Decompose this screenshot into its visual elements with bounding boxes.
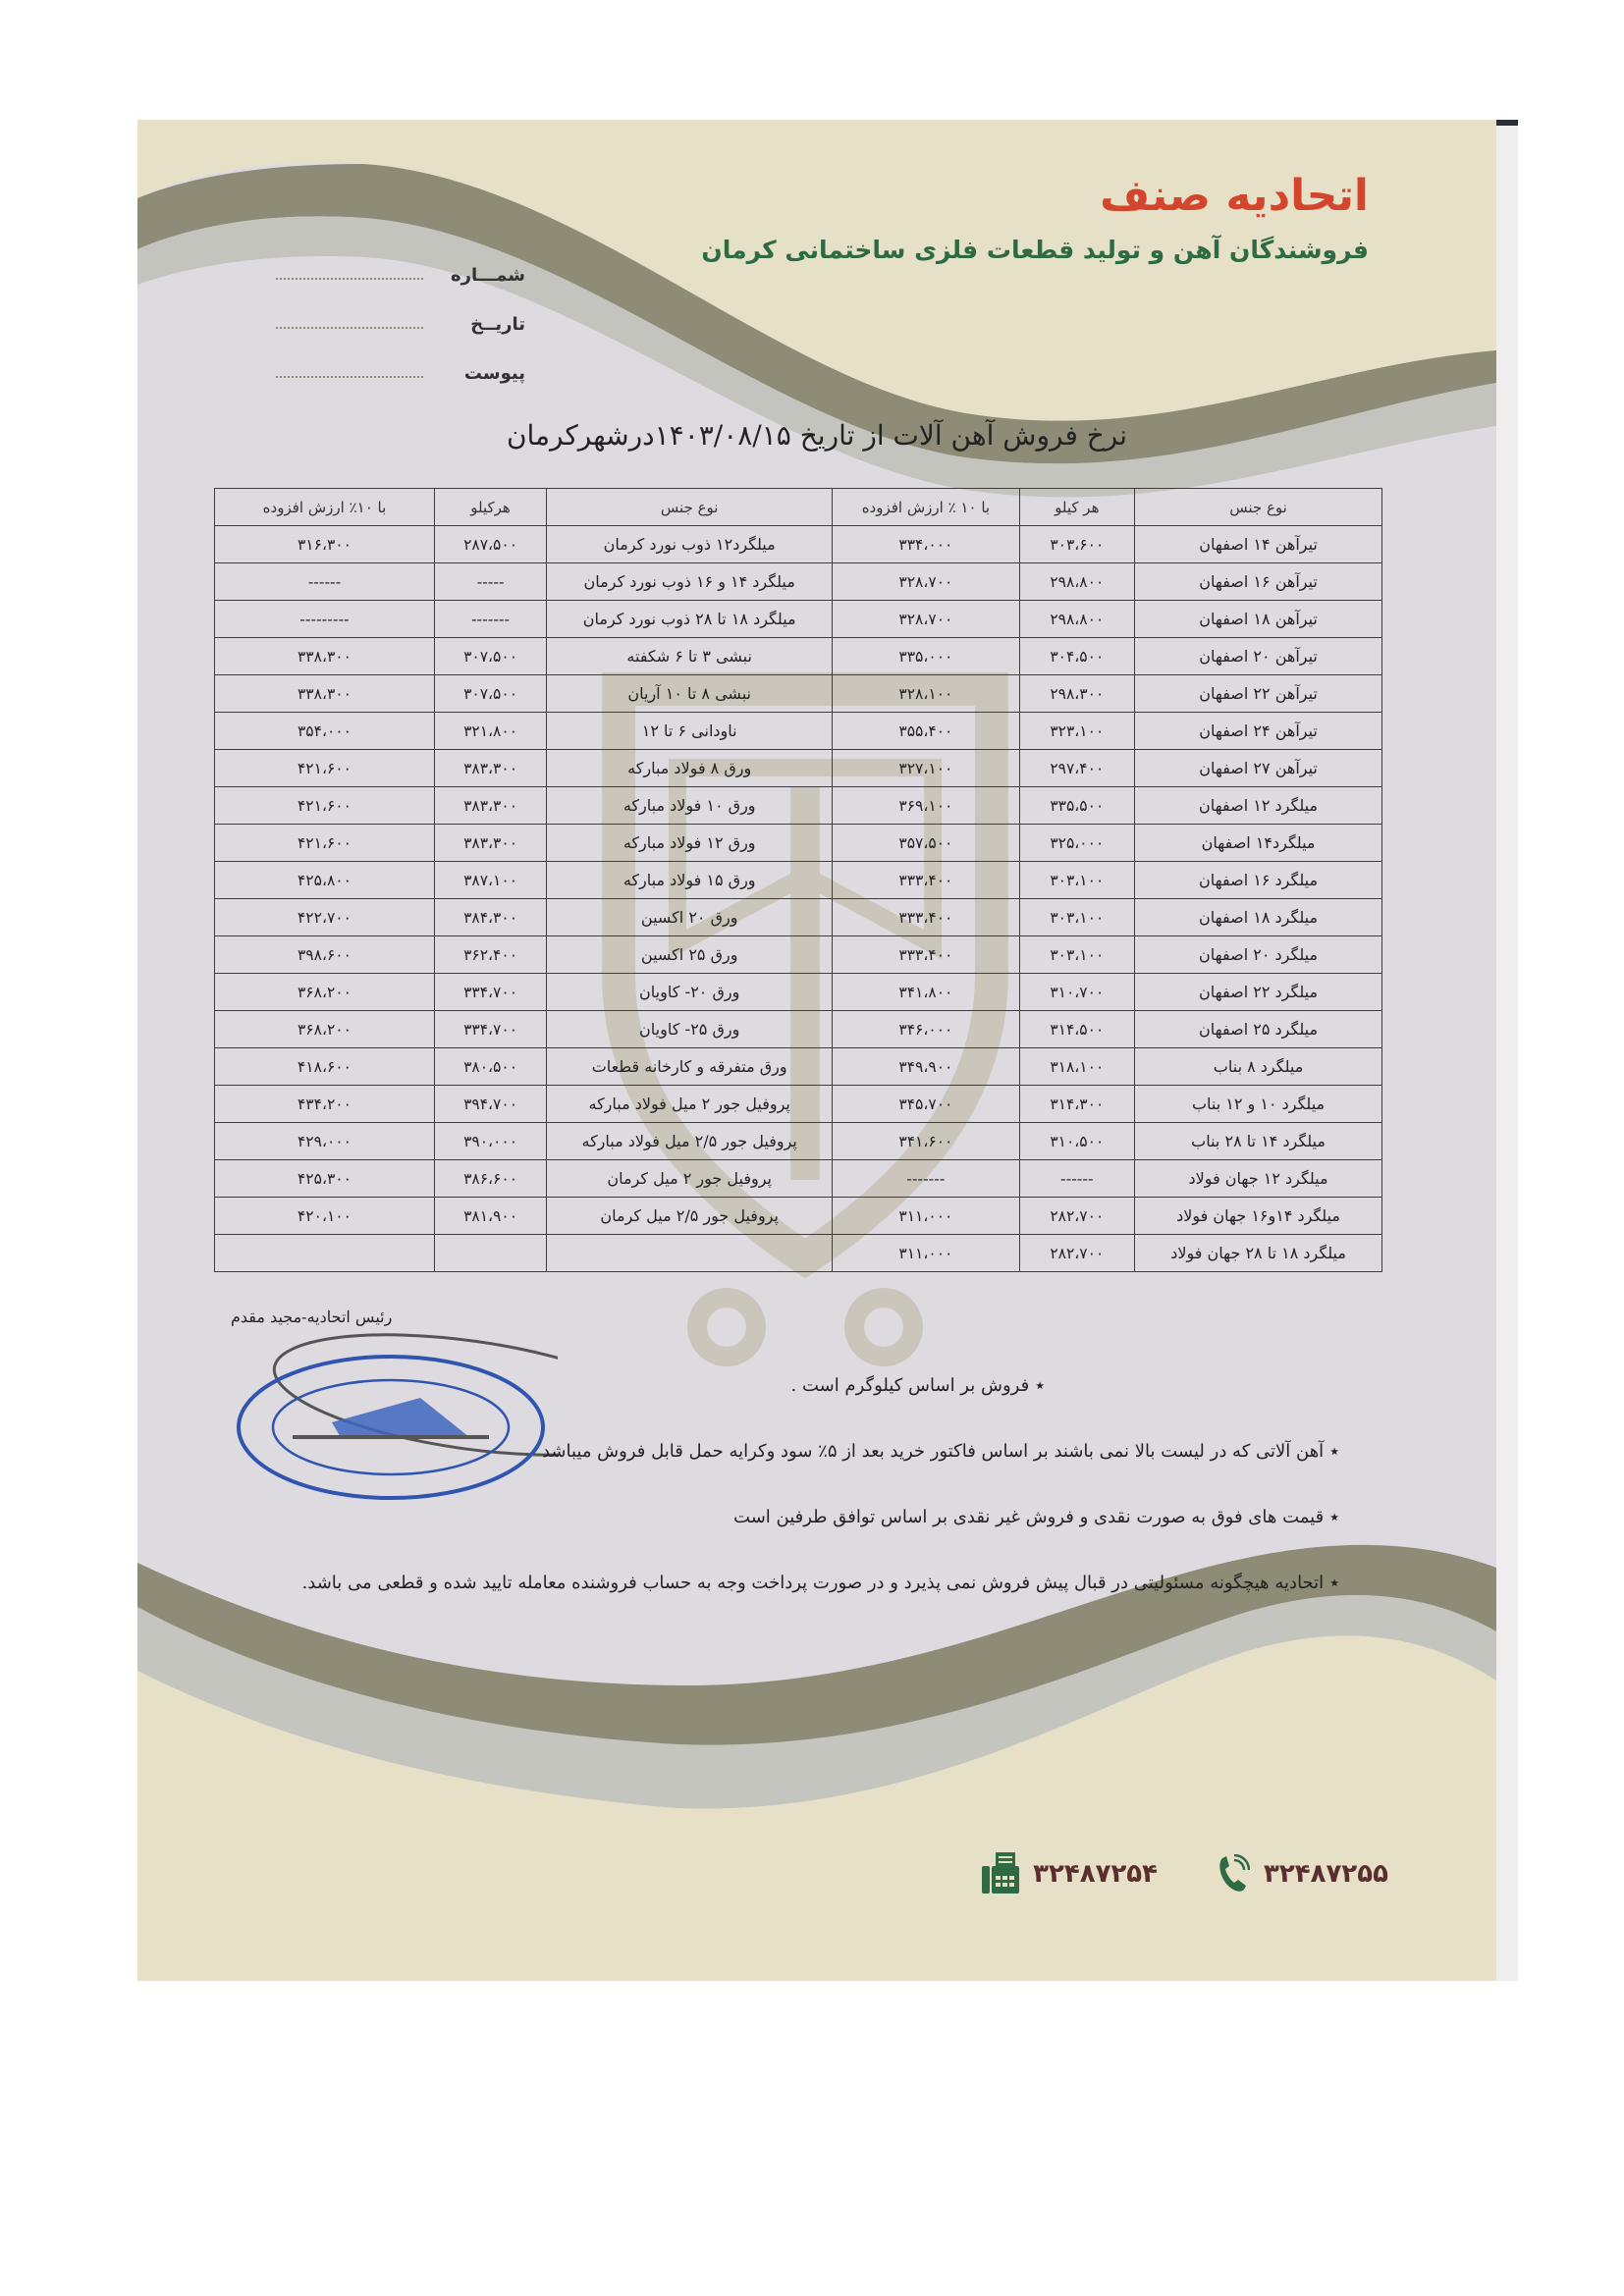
- price-per-kg-cell: ۳۳۵،۵۰۰: [1019, 787, 1135, 825]
- note-item: [249, 1432, 1339, 1471]
- asterisk-icon: ٭: [1329, 1573, 1339, 1593]
- item-name-cell: میلگرد ۲۰ اصفهان: [1135, 936, 1382, 974]
- price-with-vat-cell: ۳۳۳،۴۰۰: [833, 862, 1019, 899]
- price-per-kg-cell: ۲۸۲،۷۰۰: [1019, 1235, 1135, 1272]
- price-with-vat-cell: -------: [833, 1160, 1019, 1198]
- item-name-cell: ناودانی ۶ تا ۱۲: [547, 713, 833, 750]
- table-row: [215, 936, 1382, 974]
- price-with-vat-cell: ۳۳۳،۴۰۰: [833, 936, 1019, 974]
- item-name-cell: تیرآهن ۲۲ اصفهان: [1135, 675, 1382, 713]
- table-row: [215, 750, 1382, 787]
- price-with-vat-cell: ۳۲۷،۱۰۰: [833, 750, 1019, 787]
- meta-label: پیوست: [463, 363, 525, 384]
- item-name-cell: میلگرد ۱۲ جهان فولاد: [1135, 1160, 1382, 1198]
- price-with-vat-cell: ۳۳۵،۰۰۰: [833, 638, 1019, 675]
- table-row: [215, 1048, 1382, 1086]
- item-name-cell: میلگرد ۲۲ اصفهان: [1135, 974, 1382, 1011]
- price-per-kg-cell: ۳۹۰،۰۰۰: [434, 1123, 546, 1160]
- signature-text: رئیس اتحادیه-مجید مقدم: [231, 1308, 393, 1326]
- price-with-vat-cell: ۳۲۸،۷۰۰: [833, 601, 1019, 638]
- price-with-vat-cell: ۴۲۱،۶۰۰: [215, 825, 435, 862]
- document-title: نرخ فروش آهن آلات از تاریخ ۱۴۰۳/۰۸/۱۵درشهرکرمان: [506, 419, 1128, 452]
- notes-section: [249, 1366, 1339, 1629]
- price-per-kg-cell: -------: [434, 601, 546, 638]
- note-text: آهن آلاتی که در لیست بالا نمی باشند بر اساس فاکتور خرید بعد از ۵٪ سود وکرایه حمل قابل فروش میباشد: [541, 1441, 1325, 1462]
- price-per-kg-cell: ۳۸۱،۹۰۰: [434, 1198, 546, 1235]
- item-name-cell: نبشی ۳ تا ۶ شکفته: [547, 638, 833, 675]
- phone-contact: [1217, 1854, 1388, 1894]
- fax-icon: [982, 1852, 1019, 1896]
- item-name-cell: میلگرد ۱۰ و ۱۲ بناب: [1135, 1086, 1382, 1123]
- price-with-vat-cell: ۳۴۶،۰۰۰: [833, 1011, 1019, 1048]
- item-name-cell: [547, 1235, 833, 1272]
- item-name-cell: میلگرد ۱۴ تا ۲۸ بناب: [1135, 1123, 1382, 1160]
- meta-value-line: [276, 278, 423, 280]
- table-row: [215, 825, 1382, 862]
- phone-icon: [1217, 1854, 1250, 1894]
- price-per-kg-cell: ۳۳۴،۷۰۰: [434, 1011, 546, 1048]
- table-row: [215, 563, 1382, 601]
- price-per-kg-cell: ۲۸۲،۷۰۰: [1019, 1198, 1135, 1235]
- price-per-kg-cell: ۳۸۳،۳۰۰: [434, 825, 546, 862]
- price-table: [214, 488, 1382, 1272]
- price-per-kg-cell: ۳۱۴،۳۰۰: [1019, 1086, 1135, 1123]
- table-row: [215, 713, 1382, 750]
- item-name-cell: ورق ۲۰- کاویان: [547, 974, 833, 1011]
- price-per-kg-cell: ۲۹۸،۸۰۰: [1019, 601, 1135, 638]
- header-price-with-vat: با ۱۰ ٪ ارزش افزوده: [833, 489, 1019, 526]
- price-with-vat-cell: ۴۲۰،۱۰۰: [215, 1198, 435, 1235]
- item-name-cell: پروفیل جور ۲ میل کرمان: [547, 1160, 833, 1198]
- price-per-kg-cell: ۳۰۳،۱۰۰: [1019, 862, 1135, 899]
- table-row: [215, 601, 1382, 638]
- item-name-cell: میلگرد ۱۲ اصفهان: [1135, 787, 1382, 825]
- price-with-vat-cell: ۳۵۷،۵۰۰: [833, 825, 1019, 862]
- price-with-vat-cell: ۴۲۱،۶۰۰: [215, 750, 435, 787]
- price-with-vat-cell: ---------: [215, 601, 435, 638]
- item-name-cell: میلگرد ۱۸ اصفهان: [1135, 899, 1382, 936]
- table-row: [215, 974, 1382, 1011]
- price-with-vat-cell: ------: [215, 563, 435, 601]
- price-with-vat-cell: ۳۶۹،۱۰۰: [833, 787, 1019, 825]
- item-name-cell: ورق ۸ فولاد مبارکه: [547, 750, 833, 787]
- price-per-kg-cell: ۳۲۱،۸۰۰: [434, 713, 546, 750]
- price-per-kg-cell: ۳۱۸،۱۰۰: [1019, 1048, 1135, 1086]
- price-per-kg-cell: ۳۸۶،۶۰۰: [434, 1160, 546, 1198]
- price-per-kg-cell: ۳۰۴،۵۰۰: [1019, 638, 1135, 675]
- price-with-vat-cell: ۴۲۹،۰۰۰: [215, 1123, 435, 1160]
- item-name-cell: ورق ۲۵ اکسین: [547, 936, 833, 974]
- table-row: [215, 862, 1382, 899]
- price-per-kg-cell: ۳۲۵،۰۰۰: [1019, 825, 1135, 862]
- price-per-kg-cell: ۳۲۳،۱۰۰: [1019, 713, 1135, 750]
- price-with-vat-cell: ۳۱۱،۰۰۰: [833, 1198, 1019, 1235]
- price-per-kg-cell: ۳۸۳،۳۰۰: [434, 750, 546, 787]
- header-price-per-kg: هر کیلو: [1019, 489, 1135, 526]
- fax-number: ۳۲۴۸۷۲۵۴: [1033, 1859, 1159, 1889]
- item-name-cell: میلگرد ۱۶ اصفهان: [1135, 862, 1382, 899]
- item-name-cell: ورق ۲۵- کاویان: [547, 1011, 833, 1048]
- table-row: [215, 1123, 1382, 1160]
- price-with-vat-cell: ۴۳۴،۲۰۰: [215, 1086, 435, 1123]
- meta-field-number: [231, 265, 525, 286]
- item-name-cell: پروفیل جور ۲/۵ میل فولاد مبارکه: [547, 1123, 833, 1160]
- price-per-kg-cell: ۳۱۴،۵۰۰: [1019, 1011, 1135, 1048]
- price-per-kg-cell: ۳۶۲،۴۰۰: [434, 936, 546, 974]
- header-price-with-vat: با ۱۰٪ ارزش افزوده: [215, 489, 435, 526]
- item-name-cell: تیرآهن ۱۸ اصفهان: [1135, 601, 1382, 638]
- header-item-type: نوع جنس: [1135, 489, 1382, 526]
- price-with-vat-cell: ۴۲۲،۷۰۰: [215, 899, 435, 936]
- note-item: [249, 1564, 1339, 1603]
- price-with-vat-cell: [215, 1235, 435, 1272]
- price-per-kg-cell: ۳۰۷،۵۰۰: [434, 638, 546, 675]
- letterhead-page: [137, 120, 1496, 1981]
- price-with-vat-cell: ۳۵۴،۰۰۰: [215, 713, 435, 750]
- item-name-cell: تیرآهن ۲۰ اصفهان: [1135, 638, 1382, 675]
- price-with-vat-cell: ۳۴۹،۹۰۰: [833, 1048, 1019, 1086]
- item-name-cell: تیرآهن ۱۶ اصفهان: [1135, 563, 1382, 601]
- asterisk-icon: ٭: [1035, 1375, 1045, 1396]
- price-with-vat-cell: ۳۶۸،۲۰۰: [215, 1011, 435, 1048]
- price-per-kg-cell: ۳۰۳،۱۰۰: [1019, 899, 1135, 936]
- price-with-vat-cell: ۳۳۸،۳۰۰: [215, 638, 435, 675]
- price-with-vat-cell: ۳۲۸،۱۰۰: [833, 675, 1019, 713]
- price-with-vat-cell: ۳۲۸،۷۰۰: [833, 563, 1019, 601]
- table-row: [215, 1160, 1382, 1198]
- price-per-kg-cell: ------: [1019, 1160, 1135, 1198]
- price-per-kg-cell: ۳۸۴،۳۰۰: [434, 899, 546, 936]
- item-name-cell: میلگرد۱۲ ذوب نورد کرمان: [547, 526, 833, 563]
- meta-label: شمـــاره: [451, 265, 525, 286]
- item-name-cell: ورق ۱۲ فولاد مبارکه: [547, 825, 833, 862]
- fax-contact: [982, 1852, 1158, 1896]
- meta-value-line: [276, 327, 423, 329]
- header-price-per-kg: هرکیلو: [434, 489, 546, 526]
- note-text: فروش بر اساس کیلوگرم است .: [790, 1375, 1030, 1396]
- union-subtitle: فروشندگان آهن و تولید قطعات فلزی ساختمانی کرمان: [701, 236, 1369, 264]
- price-per-kg-cell: ۲۹۷،۴۰۰: [1019, 750, 1135, 787]
- item-name-cell: میلگرد ۲۵ اصفهان: [1135, 1011, 1382, 1048]
- item-name-cell: تیرآهن ۲۷ اصفهان: [1135, 750, 1382, 787]
- price-per-kg-cell: ۳۰۷،۵۰۰: [434, 675, 546, 713]
- price-per-kg-cell: ۳۸۷،۱۰۰: [434, 862, 546, 899]
- table-header-row: [215, 489, 1382, 526]
- asterisk-icon: ٭: [1329, 1507, 1339, 1527]
- item-name-cell: ورق ۱۵ فولاد مبارکه: [547, 862, 833, 899]
- price-with-vat-cell: ۴۲۵،۳۰۰: [215, 1160, 435, 1198]
- item-name-cell: تیرآهن ۱۴ اصفهان: [1135, 526, 1382, 563]
- header-item-type: نوع جنس: [547, 489, 833, 526]
- meta-label: تاریــخ: [470, 314, 525, 335]
- price-per-kg-cell: ۳۹۴،۷۰۰: [434, 1086, 546, 1123]
- price-with-vat-cell: ۴۱۸،۶۰۰: [215, 1048, 435, 1086]
- price-with-vat-cell: ۳۳۳،۴۰۰: [833, 899, 1019, 936]
- table-row: [215, 1235, 1382, 1272]
- item-name-cell: میلگرد ۱۴و۱۶ جهان فولاد: [1135, 1198, 1382, 1235]
- page-edge: [1496, 120, 1518, 1981]
- asterisk-icon: ٭: [1329, 1441, 1339, 1462]
- price-with-vat-cell: ۳۱۱،۰۰۰: [833, 1235, 1019, 1272]
- price-per-kg-cell: [434, 1235, 546, 1272]
- price-with-vat-cell: ۳۶۸،۲۰۰: [215, 974, 435, 1011]
- contact-bar: [982, 1852, 1388, 1896]
- price-per-kg-cell: ۳۸۰،۵۰۰: [434, 1048, 546, 1086]
- item-name-cell: ورق ۱۰ فولاد مبارکه: [547, 787, 833, 825]
- item-name-cell: تیرآهن ۲۴ اصفهان: [1135, 713, 1382, 750]
- price-per-kg-cell: ۳۸۳،۳۰۰: [434, 787, 546, 825]
- table-row: [215, 1011, 1382, 1048]
- price-with-vat-cell: ۳۴۵،۷۰۰: [833, 1086, 1019, 1123]
- item-name-cell: میلگرد ۱۴ و ۱۶ ذوب نورد کرمان: [547, 563, 833, 601]
- price-with-vat-cell: ۳۹۸،۶۰۰: [215, 936, 435, 974]
- price-per-kg-cell: ۳۱۰،۵۰۰: [1019, 1123, 1135, 1160]
- price-per-kg-cell: ۲۸۷،۵۰۰: [434, 526, 546, 563]
- price-with-vat-cell: ۳۳۴،۰۰۰: [833, 526, 1019, 563]
- item-name-cell: نبشی ۸ تا ۱۰ آریان: [547, 675, 833, 713]
- item-name-cell: ورق ۲۰ اکسین: [547, 899, 833, 936]
- union-title: اتحادیه صنف: [1100, 171, 1369, 221]
- table-row: [215, 1086, 1382, 1123]
- item-name-cell: ورق متفرقه و کارخانه قطعات: [547, 1048, 833, 1086]
- note-text: اتحادیه هیچگونه مسئولیتی در قبال پیش فروش نمی پذیرد و در صورت پرداخت وجه به حساب فروشنده معامله تایید شده و قطعی می باشد.: [301, 1573, 1325, 1593]
- item-name-cell: میلگرد ۸ بناب: [1135, 1048, 1382, 1086]
- price-with-vat-cell: ۳۴۱،۸۰۰: [833, 974, 1019, 1011]
- meta-field-date: [231, 314, 525, 335]
- price-with-vat-cell: ۳۱۶،۳۰۰: [215, 526, 435, 563]
- item-name-cell: پروفیل جور ۲/۵ میل کرمان: [547, 1198, 833, 1235]
- item-name-cell: میلگرد۱۴ اصفهان: [1135, 825, 1382, 862]
- price-per-kg-cell: ۳۳۴،۷۰۰: [434, 974, 546, 1011]
- meta-value-line: [276, 376, 423, 378]
- price-per-kg-cell: ۳۰۳،۶۰۰: [1019, 526, 1135, 563]
- table-row: [215, 1198, 1382, 1235]
- price-with-vat-cell: ۴۲۵،۸۰۰: [215, 862, 435, 899]
- price-per-kg-cell: ۲۹۸،۳۰۰: [1019, 675, 1135, 713]
- note-item: [249, 1498, 1339, 1537]
- price-per-kg-cell: ۳۱۰،۷۰۰: [1019, 974, 1135, 1011]
- price-with-vat-cell: ۳۵۵،۴۰۰: [833, 713, 1019, 750]
- table-row: [215, 526, 1382, 563]
- price-with-vat-cell: ۴۲۱،۶۰۰: [215, 787, 435, 825]
- price-per-kg-cell: -----: [434, 563, 546, 601]
- price-with-vat-cell: ۳۳۸،۳۰۰: [215, 675, 435, 713]
- phone-number: ۳۲۴۸۷۲۵۵: [1264, 1859, 1388, 1889]
- price-with-vat-cell: ۳۴۱،۶۰۰: [833, 1123, 1019, 1160]
- note-text: قیمت های فوق به صورت نقدی و فروش غیر نقدی بر اساس توافق طرفین است: [733, 1507, 1325, 1527]
- table-row: [215, 787, 1382, 825]
- price-per-kg-cell: ۲۹۸،۸۰۰: [1019, 563, 1135, 601]
- table-row: [215, 638, 1382, 675]
- item-name-cell: میلگرد ۱۸ تا ۲۸ ذوب نورد کرمان: [547, 601, 833, 638]
- table-row: [215, 675, 1382, 713]
- note-item: [249, 1366, 1045, 1406]
- item-name-cell: پروفیل جور ۲ میل فولاد مبارکه: [547, 1086, 833, 1123]
- price-per-kg-cell: ۳۰۳،۱۰۰: [1019, 936, 1135, 974]
- meta-field-attachment: [231, 363, 525, 384]
- item-name-cell: میلگرد ۱۸ تا ۲۸ جهان فولاد: [1135, 1235, 1382, 1272]
- table-row: [215, 899, 1382, 936]
